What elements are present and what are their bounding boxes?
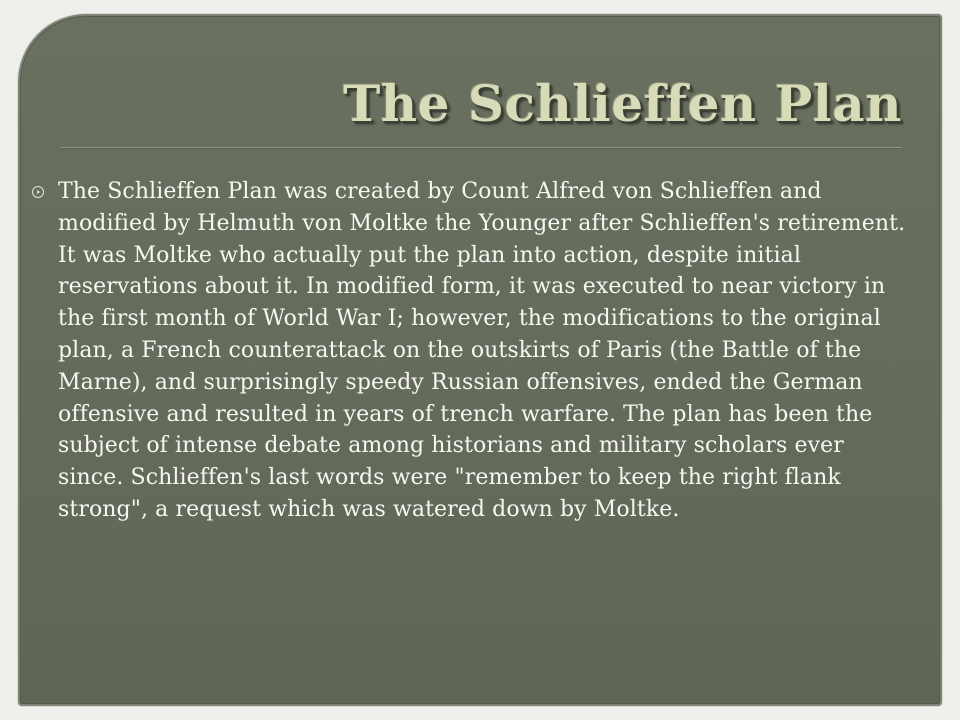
slide-title: The Schlieffen Plan (343, 74, 902, 133)
bullet-text: The Schlieffen Plan was created by Count Alfred von Schlieffen and modified by Helmuth von Moltke the Younger after Schlieffen's retirement. It was Moltke who actually put the plan into action, despite initial reservations about it. In modified form, it was executed to near victory in the first month of World War I; however, the modifications to the original plan, a French counterattack on the outskirts of Paris (the Battle of the Marne), and surprisingly speedy Russian offensives, ended the German offensive and resulted in years of trench warfare. The plan has been the subject of intense debate among historians and military scholars ever since. Schlieffen's last words were "remember to keep the right flank strong", a request which was watered down by Moltke. (58, 179, 906, 522)
title-divider (60, 147, 902, 149)
bullet-item (22, 176, 912, 526)
circled-arrow-bullet-icon (32, 186, 44, 198)
bullet-list (22, 176, 912, 526)
